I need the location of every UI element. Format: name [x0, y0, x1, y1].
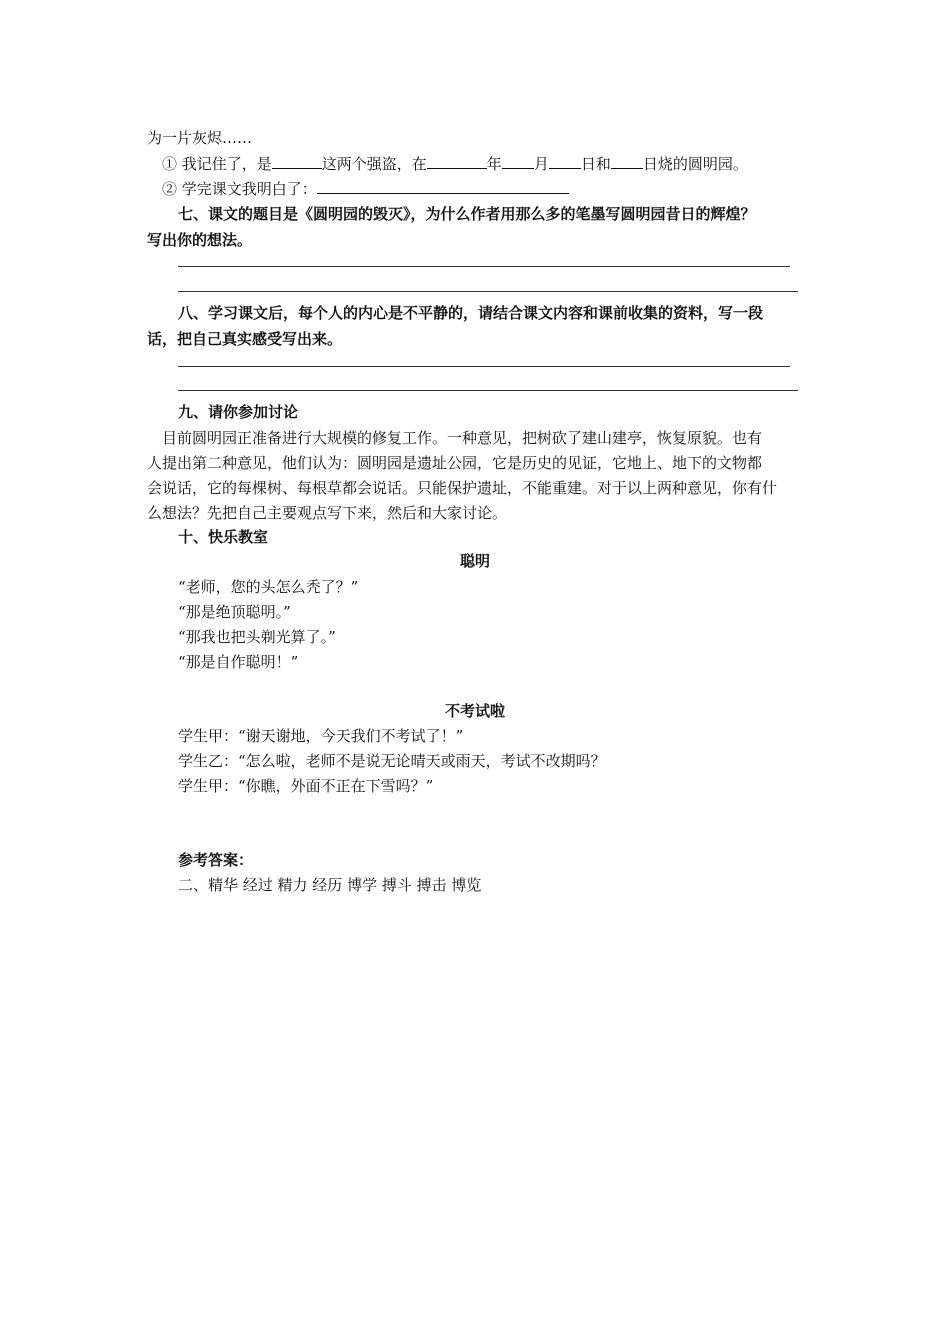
blank-understanding[interactable]	[317, 178, 569, 194]
q8-answer-line-2[interactable]	[178, 390, 798, 391]
q9-para-line-3: 会说话，它的每棵树、每根草都会说话。只能保护遗址，不能重建。对于以上两种意见，你有什	[147, 479, 778, 497]
q8-line-1: 八、学习课文后，每个人的内心是不平静的，请结合课文内容和课前收集的资料，写一段	[178, 304, 764, 322]
joke-2-line: 学生甲：“谢天谢地，今天我们不考试了！”	[178, 727, 464, 745]
q9-para-line-4: 么想法？先把自己主要观点写下来，然后和大家讨论。	[147, 504, 508, 522]
blank-day-1[interactable]	[549, 153, 581, 169]
blank-year[interactable]	[427, 153, 487, 169]
joke-1-line: “老师，您的头怎么秃了？”	[178, 578, 359, 596]
q9-para-line-2: 人提出第二种意见，他们认为：圆明园是遗址公园，它是历史的见证，它地上、地下的文物都	[147, 454, 763, 472]
q6-item-2: ② 学完课文我明白了：	[162, 178, 569, 199]
q9-para-line-1: 目前圆明园正准备进行大规模的修复工作。一种意见，把树砍了建山建亭，恢复原貌。也有	[162, 429, 763, 447]
blank-month[interactable]	[502, 153, 534, 169]
joke-1-line: “那我也把头剃光算了。”	[178, 628, 336, 646]
q8-line-2: 话，把自己真实感受写出来。	[147, 330, 343, 348]
blank-day-2[interactable]	[611, 153, 643, 169]
joke-2-line: 学生甲：“你瞧，外面不正在下雪吗？”	[178, 777, 434, 795]
q7-answer-line-2[interactable]	[178, 291, 798, 292]
answers-title: 参考答案：	[178, 851, 254, 869]
joke-1-line: “那是绝顶聪明。”	[178, 603, 291, 621]
q7-line-1: 七、课文的题目是《圆明园的毁灭》，为什么作者用那么多的笔墨写圆明园昔日的辉煌？	[178, 205, 756, 223]
q10-title: 十、快乐教室	[178, 528, 269, 546]
q9-title: 九、请你参加讨论	[178, 403, 299, 421]
joke-1-line: “那是自作聪明！”	[178, 653, 299, 671]
joke-2-line: 学生乙：“怎么啦，老师不是说无论晴天或雨天，考试不改期吗？	[178, 752, 606, 770]
q7-answer-line-1[interactable]	[178, 266, 790, 267]
blank-robbers[interactable]	[272, 153, 322, 169]
answers-line: 二、精华 经过 精力 经历 博学 搏斗 搏击 博览	[178, 876, 482, 894]
joke-1-title: 聪明	[459, 552, 490, 570]
q7-line-2: 写出你的想法。	[147, 231, 253, 249]
q6-item-1: ① 我记住了，是 这两个强盗，在 年 月 日和 日烧的圆明园。	[162, 155, 748, 173]
joke-2-title: 不考试啦	[444, 702, 505, 720]
intro-tail: 为一片灰烬……	[147, 129, 253, 147]
q8-answer-line-1[interactable]	[178, 366, 790, 367]
